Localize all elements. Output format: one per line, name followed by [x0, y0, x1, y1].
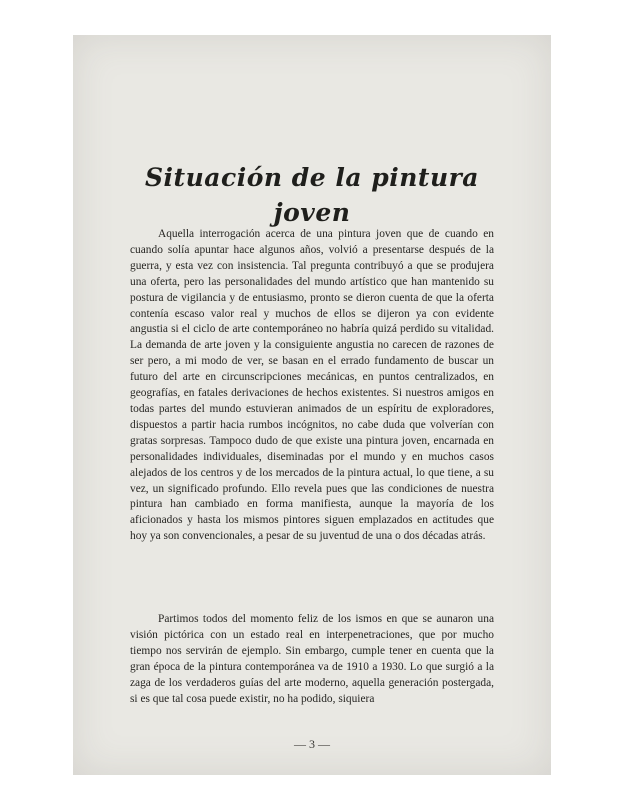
- title-line-2: joven: [273, 197, 351, 227]
- article-title: [73, 160, 551, 230]
- paragraph-2: [130, 612, 494, 707]
- document-page: [73, 35, 551, 775]
- page-number: — 3 —: [294, 737, 330, 751]
- paragraph-1-text: Aquella interrogación acerca de una pintura joven que de cuando en cuando solía apuntar hace algunos años, volvió a presentarse después de la guerra, y esta vez con insistencia. Tal pregunta contribuyó a que se produjera una oferta, pero las personalidades del mundo artístico que han mantenido su postura de vigilancia y de entusiasmo, pronto se dieron cuenta de que la oferta contenía escaso valor real y muchos de ellos se dijeron ya con evidente angustia si el ciclo de arte contemporáneo no habría quizá perdido su vitalidad. La demanda de arte joven y la consiguiente angustia no carecen de razones de ser pero, a mi modo de ver, se basan en el errado fundamento de buscar un futuro del arte en circunscripciones mecánicas, en puntos centralizados, en geografías, en fatales derivaciones de hechos existentes. Si nuestros amigos en todas partes del mundo estuvieran animados de un espíritu de exploradores, dispuestos a partir hacia rumbos incógnitos, no cabe duda que volverían con gratas sorpresas. Tampoco dudo de que existe una pintura joven, encarnada en personalidades individuales, diseminadas por el mundo y en muchos casos alejados de los centros y de los mercados de la pintura actual, lo que tiene, a su vez, un significado profundo. Ello revela pues que las condiciones de nuestra pintura han cambiado en forma manifiesta, aunque la mayoría de los aficionados y hasta los mismos pintores siguen emplazados en actitudes que hoy ya son convencionales, a pesar de su juventud de una o dos décadas atrás.: [130, 228, 494, 543]
- paragraph-2-text: Partimos todos del momento feliz de los ismos en que se aunaron una visión pictórica con un estado real en interpenetraciones, que por mucho tiempo nos servirán de ejemplo. Sin embargo, cumple tener en cuenta que la gran época de la pintura contemporánea va de 1910 a 1930. Lo que surgió a la zaga de los verdaderos guías del arte moderno, aquella generación postergada, si es que tal cosa puede existir, no ha podido, siquiera: [130, 613, 494, 705]
- title-line-1: Situación de la pintura: [145, 162, 479, 192]
- paragraph-1: [130, 227, 494, 545]
